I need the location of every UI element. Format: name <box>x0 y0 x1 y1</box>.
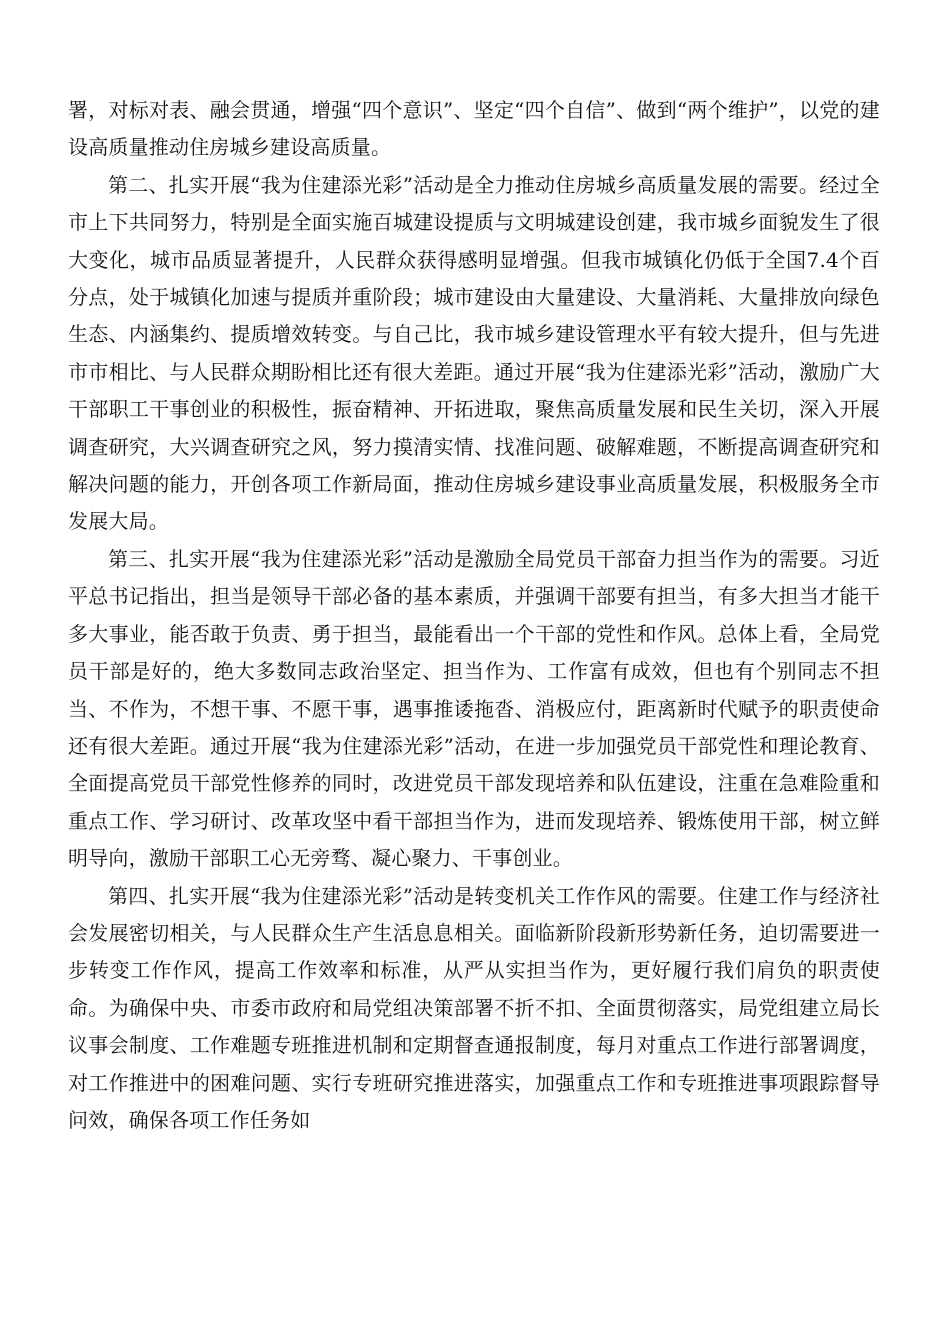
paragraph-continuation: 署，对标对表、融会贯通，增强“四个意识”、坚定“四个自信”、做到“两个维护”，以党的建设高质量推动住房城乡建设高质量。 <box>68 98 880 160</box>
paragraph-fourth-point: 第四、扎实开展“我为住建添光彩”活动是转变机关工作作风的需要。住建工作与经济社会发展密切相关，与人民群众生产生活息息相关。面临新阶段新形势新任务，迫切需要进一步转变工作作风，提高工作效率和标准，从严从实担当作为，更好履行我们肩负的职责使命。为确保中央、市委市政府和局党组决策部署不折不扣、全面贯彻落实，局党组建立局长议事会制度、工作难题专班推进机制和定期督查通报制度，每月对重点工作进行部署调度，对工作推进中的困难问题、实行专班研究推进落实，加强重点工作和专班推进事项跟踪督导问效，确保各项工作任务如 <box>68 883 880 1132</box>
paragraph-third-point: 第三、扎实开展“我为住建添光彩”活动是激励全局党员干部奋力担当作为的需要。习近平总书记指出，担当是领导干部必备的基本素质，并强调干部要有担当，有多大担当才能干多大事业，能否敢于负责、勇于担当，最能看出一个干部的党性和作风。总体上看，全局党员干部是好的，绝大多数同志政治坚定、担当作为、工作富有成效，但也有个别同志不担当、不作为，不想干事、不愿干事，遇事推诿拖沓、消极应付，距离新时代赋予的职责使命还有很大差距。通过开展“我为住建添光彩”活动，在进一步加强党员干部党性和理论教育、全面提高党员干部党性修养的同时，改进党员干部发现培养和队伍建设，注重在急难险重和重点工作、学习研讨、改革攻坚中看干部担当作为，进而发现培养、锻炼使用干部，树立鲜明导向，激励干部职工心无旁骛、凝心聚力、干事创业。 <box>68 546 880 871</box>
paragraph-second-point: 第二、扎实开展“我为住建添光彩”活动是全力推动住房城乡高质量发展的需要。经过全市上下共同努力，特别是全面实施百城建设提质与文明城建设创建，我市城乡面貌发生了很大变化，城市品质显著提升，人民群众获得感明显增强。但我市城镇化仍低于全国7.4个百分点，处于城镇化加速与提质并重阶段；城市建设由大量建设、大量消耗、大量排放向绿色生态、内涵集约、提质增效转变。与自己比，我市城乡建设管理水平有较大提升，但与先进市市相比、与人民群众期盼相比还有很大差距。通过开展“我为住建添光彩”活动，激励广大干部职工干事创业的积极性，振奋精神、开拓进取，聚焦高质量发展和民生关切，深入开展调查研究，大兴调查研究之风，努力摸清实情、找准问题、破解难题，不断提高调查研究和解决问题的能力，开创各项工作新局面，推动住房城乡建设事业高质量发展，积极服务全市发展大局。 <box>68 172 880 534</box>
